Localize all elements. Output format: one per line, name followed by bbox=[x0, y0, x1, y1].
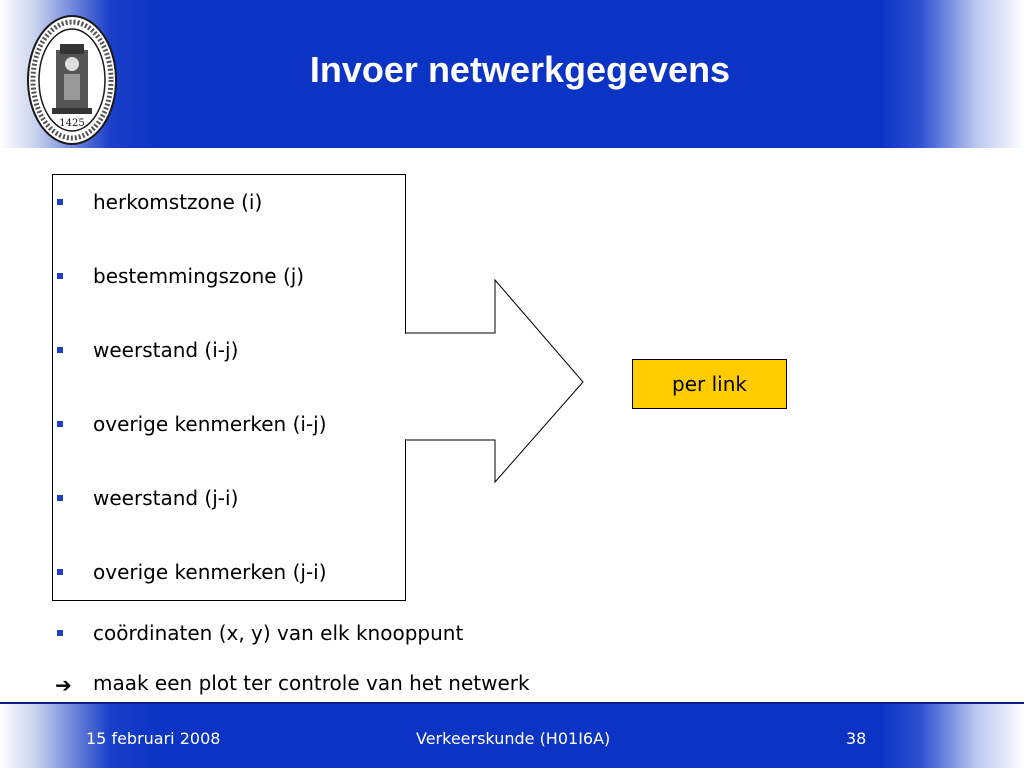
slide-header bbox=[0, 0, 1024, 148]
square-bullet-icon bbox=[57, 421, 63, 427]
svg-text:1425: 1425 bbox=[59, 118, 85, 129]
coordinates-item: coördinaten (x, y) van elk knooppunt bbox=[93, 621, 464, 645]
slide-title: Invoer netwerkgegevens bbox=[309, 49, 731, 90]
plot-note-item: maak een plot ter controle van het netwerk bbox=[93, 671, 530, 695]
footer-date: 15 februari 2008 bbox=[86, 729, 221, 748]
per-link-box: per link bbox=[632, 359, 787, 409]
arrow-bullet-icon: ➔ bbox=[55, 673, 72, 697]
university-seal-icon bbox=[26, 14, 118, 146]
footer-course: Verkeerskunde (H01I6A) bbox=[416, 729, 611, 748]
square-bullet-icon bbox=[57, 273, 63, 279]
list-item: overige kenmerken (j-i) bbox=[93, 560, 327, 584]
list-item: bestemmingszone (j) bbox=[93, 264, 305, 288]
square-bullet-icon bbox=[57, 569, 63, 575]
list-item: overige kenmerken (i-j) bbox=[93, 412, 327, 436]
square-bullet-icon bbox=[57, 495, 63, 501]
slide-footer bbox=[0, 702, 1024, 768]
list-item: weerstand (j-i) bbox=[93, 486, 239, 510]
square-bullet-icon bbox=[57, 347, 63, 353]
square-bullet-icon bbox=[57, 199, 63, 205]
list-item: herkomstzone (i) bbox=[93, 190, 263, 214]
page-number: 38 bbox=[846, 729, 867, 748]
list-item: weerstand (i-j) bbox=[93, 338, 239, 362]
right-arrow-icon bbox=[405, 278, 587, 484]
square-bullet-icon bbox=[57, 630, 63, 636]
input-list-box bbox=[52, 174, 406, 601]
